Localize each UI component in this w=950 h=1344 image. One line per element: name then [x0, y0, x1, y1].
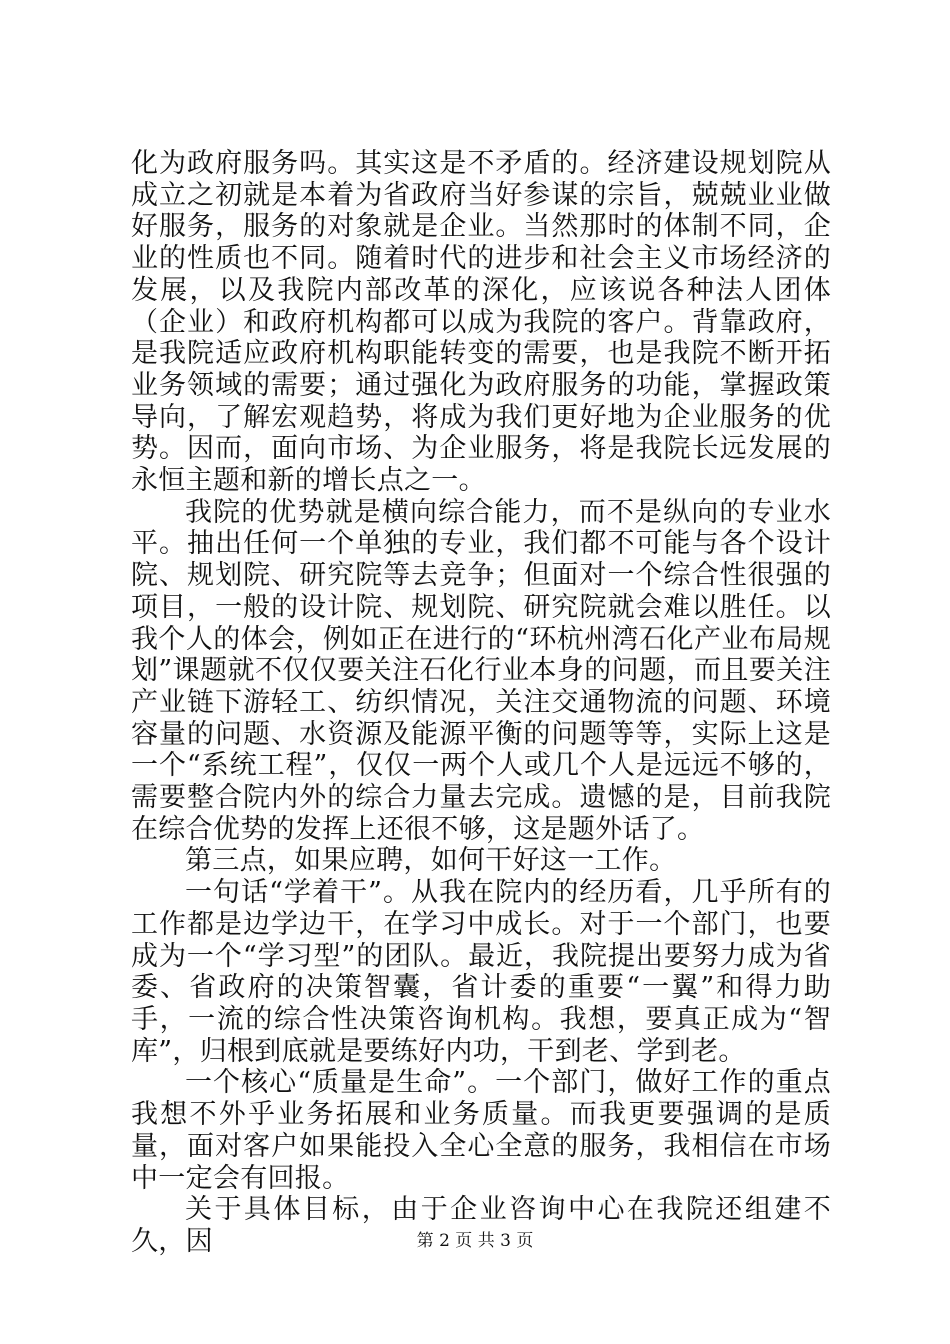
- paragraph: 第三点，如果应聘，如何干好这一工作。: [185, 845, 677, 877]
- paragraph: 我院的优势就是横向综合能力，而不是纵向的专业水平。抽出任何一个单独的专业，我们都不可能与各个设计院、规划院、研究院等去竞争；但面对一个综合性很强的项目，一般的设计院、规划院、研究院就会难以胜任。以我个人的体会，例如正在进行的“环杭州湾石化产业布局规划”课题就不仅仅要关注石化行业本身的问题，而且要关注产业链下游轻工、纺织情况，关注交通物流的问题、环境容量的问题、水资源及能源平衡的问题等等，实际上这是一个“系统工程”，仅仅一两个人或几个人是远远不够的，需要整合院内外的综合力量去完成。遗憾的是，目前我院在综合优势的发挥上还很不够，这是题外话了。: [131, 496, 831, 845]
- paragraph: 化为政府服务吗。其实这是不矛盾的。经济建设规划院从成立之初就是本着为省政府当好参谋的宗旨，兢兢业业做好服务，服务的对象就是企业。当然那时的体制不同，企业的性质也不同。随着时代的进步和社会主义市场经济的发展，以及我院内部改革的深化，应该说各种法人团体（企业）和政府机构都可以成为我院的客户。背靠政府，是我院适应政府机构职能转变的需要，也是我院不断开拓业务领域的需要；通过强化为政府服务的功能，掌握政策导向，了解宏观趋势，将成为我们更好地为企业服务的优势。因而，面向市场、为企业服务，将是我院长远发展的永恒主题和新的增长点之一。: [131, 148, 831, 497]
- paragraph: 关于具体目标，由于企业咨询中心在我院还组建不久，因: [131, 1194, 831, 1257]
- paragraph: 一句话“学着干”。从我在院内的经历看，几乎所有的工作都是边学边干，在学习中成长。对于一个部门，也要成为一个“学习型”的团队。最近，我院提出要努力成为省委、省政府的决策智囊，省计委的重要“一翼”和得力助手，一流的综合性决策咨询机构。我想，要真正成为“智库”，归根到底就是要练好内功，干到老、学到老。: [131, 877, 831, 1067]
- document-body: [131, 148, 831, 1258]
- paragraph: 一个核心“质量是生命”。一个部门，做好工作的重点我想不外乎业务拓展和业务质量。而我更要强调的是质量，面对客户如果能投入全心全意的服务，我相信在市场中一定会有回报。: [131, 1067, 831, 1194]
- page-footer: 第 2 页 共 3 页: [416, 1231, 534, 1251]
